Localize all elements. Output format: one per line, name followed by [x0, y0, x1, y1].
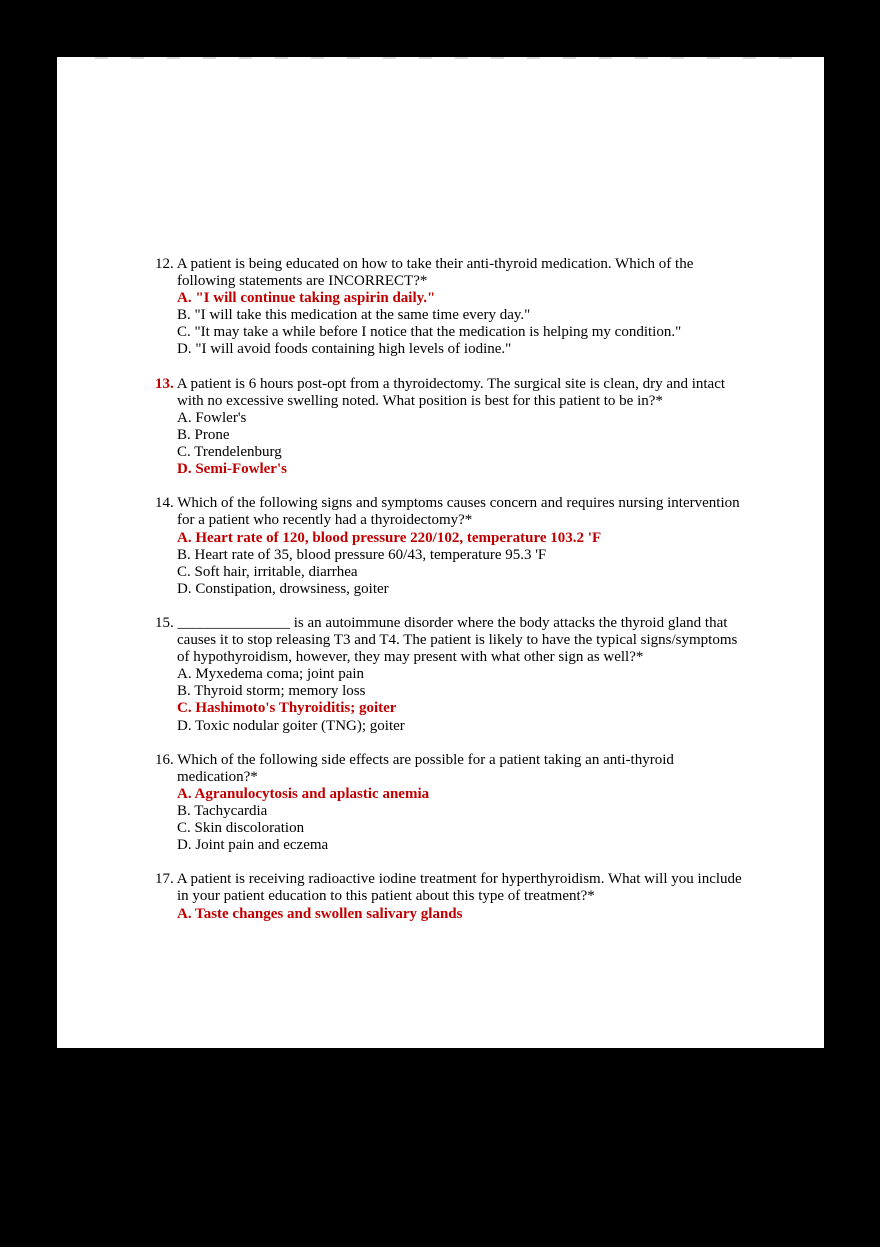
question-12 — [155, 256, 745, 359]
question-16-option-c: C. Skin discoloration — [177, 820, 305, 837]
question-13-text — [155, 375, 745, 410]
question-14-option-b: B. Heart rate of 35, blood pressure 60/43, temperature 95.3 'F — [177, 546, 547, 563]
question-14 — [155, 495, 745, 598]
question-12-text — [155, 256, 745, 290]
question-12-option-b: B. "I will take this medication at the same time every day." — [177, 307, 531, 324]
question-16-number: 16. — [155, 751, 174, 768]
question-14-option-c: C. Soft hair, irritable, diarrhea — [177, 563, 358, 580]
question-16-option-a: A. Agranulocytosis and aplastic anemia — [177, 785, 430, 802]
question-15 — [155, 615, 745, 735]
question-16-option-d: D. Joint pain and eczema — [177, 837, 329, 854]
question-12-option-a: A. "I will continue taking aspirin daily." — [177, 290, 436, 307]
question-17-body: A patient is receiving radioactive iodine treatment for hyperthyroidism. What will you include in your patient education to this patient about this type of treatment?* — [176, 871, 742, 905]
question-12-option-d: D. "I will avoid foods containing high levels of iodine." — [177, 341, 512, 358]
question-13-number: 13. — [155, 375, 174, 392]
question-14-body: Which of the following signs and symptoms causes concern and requires nursing intervention for a patient who recently had a thyroidectomy?* — [177, 495, 740, 529]
question-16-body: Which of the following side effects are possible for a patient taking an anti-thyroid medication?* — [177, 751, 674, 785]
question-13 — [155, 376, 745, 479]
page-top-edge-artifact — [95, 57, 806, 59]
question-15-option-d: D. Toxic nodular goiter (TNG); goiter — [177, 717, 405, 734]
question-12-number: 12. — [155, 256, 174, 272]
question-12-option-c: C. "It may take a while before I notice that the medication is helping my condition." — [177, 324, 682, 341]
question-17-option-a: A. Taste changes and swollen salivary glands — [177, 905, 463, 922]
question-15-option-a: A. Myxedema coma; joint pain — [177, 666, 365, 683]
question-15-number: 15. — [155, 614, 174, 631]
question-14-number: 14. — [155, 495, 174, 512]
question-15-option-b: B. Thyroid storm; memory loss — [177, 683, 366, 700]
question-14-option-d: D. Constipation, drowsiness, goiter — [177, 580, 389, 597]
question-16-text — [155, 751, 745, 786]
question-14-text — [155, 495, 745, 529]
question-14-option-a: A. Heart rate of 120, blood pressure 220/102, temperature 103.2 'F — [177, 529, 602, 546]
question-12-body: A patient is being educated on how to take their anti-thyroid medication. Which of the following statements are INCORRECT?* — [176, 256, 694, 290]
question-13-option-a: A. Fowler's — [177, 409, 247, 426]
question-13-option-c: C. Trendelenburg — [177, 444, 282, 461]
question-13-option-b: B. Prone — [177, 426, 230, 443]
question-17 — [155, 871, 745, 922]
question-13-body: A patient is 6 hours post-opt from a thyroidectomy. The surgical site is clean, dry and intact with no excessive swelling noted. What position is best for this patient to be in?* — [176, 375, 726, 409]
quiz-content — [155, 256, 745, 940]
question-17-text — [155, 871, 745, 905]
question-15-option-c: C. Hashimoto's Thyroiditis; goiter — [177, 700, 397, 717]
question-15-text — [155, 614, 745, 666]
question-16 — [155, 752, 745, 855]
question-13-option-d: D. Semi-Fowler's — [177, 461, 287, 478]
question-17-number: 17. — [155, 871, 174, 888]
question-15-body: _______________ is an autoimmune disorder where the body attacks the thyroid gland that causes it to stop releasing T3 and T4. The patient is likely to have the typical signs/symptoms of hypothyroidism, however, they may present with what other sign as well?* — [177, 614, 738, 666]
document-page — [57, 57, 824, 1048]
question-16-option-b: B. Tachycardia — [177, 803, 268, 819]
